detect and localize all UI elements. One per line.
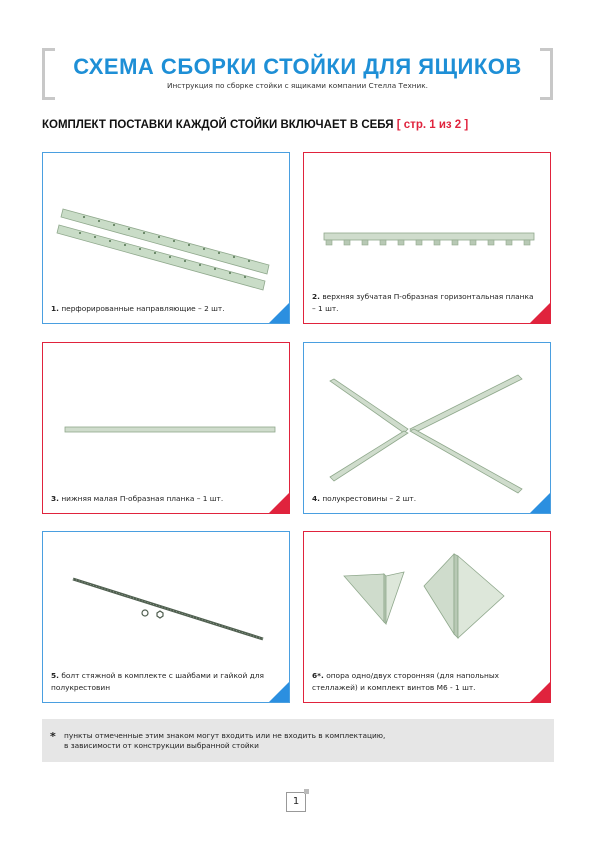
footnote-box: [42, 719, 554, 762]
item-text: опора одно/двух сторонняя (для напольных стеллажей) и комплект винтов М6 - 1 шт.: [312, 671, 500, 692]
corner-triangle-blue: [269, 303, 289, 323]
corner-triangle-red: [530, 682, 550, 702]
item-number: 1.: [51, 304, 59, 313]
item-number: 6*.: [312, 671, 324, 680]
section-title: КОМПЛЕКТ ПОСТАВКИ КАЖДОЙ СТОЙКИ ВКЛЮЧАЕТ В СЕБЯ: [42, 119, 394, 131]
item-text: верхняя зубчатая П-образная горизонтальная планка – 1 шт.: [312, 292, 534, 313]
item-caption-6: [312, 670, 537, 694]
asterisk-icon: *: [50, 730, 56, 743]
item-card-4: [303, 342, 551, 514]
half-crosses-image: [304, 343, 551, 514]
item-caption-1: [51, 303, 276, 315]
item-text: полукрестовины – 2 шт.: [322, 494, 417, 503]
item-card-5: [42, 531, 290, 703]
corner-triangle-red: [530, 303, 550, 323]
item-card-2: [303, 152, 551, 324]
item-text: болт стяжной в комплекте с шайбами и гайкой для полукрестовин: [51, 671, 264, 692]
item-text: нижняя малая П-образная планка – 1 шт.: [61, 494, 224, 503]
item-number: 4.: [312, 494, 320, 503]
section-heading: [42, 119, 562, 131]
page-subtitle: Инструкция по сборке стойки с ящиками компании Стелла Техник.: [166, 81, 429, 90]
footnote-line-1: пункты отмеченные этим знаком могут входить или не входить в комплектацию,: [64, 731, 386, 740]
item-card-3: [42, 342, 290, 514]
item-number: 3.: [51, 494, 59, 503]
section-page-ref: [ стр. 1 из 2 ]: [396, 119, 469, 131]
page-number: [286, 792, 306, 812]
item-caption-3: [51, 493, 276, 505]
corner-triangle-blue: [530, 493, 550, 513]
perforated-rails-image: [43, 153, 290, 324]
item-caption-5: [51, 670, 276, 694]
item-number: 5.: [51, 671, 59, 680]
page-corner-mark: [304, 789, 309, 794]
item-card-1: [42, 152, 290, 324]
item-caption-2: [312, 291, 537, 315]
footnote-text: [64, 731, 385, 751]
item-caption-4: [312, 493, 537, 505]
item-text: перфорированные направляющие – 2 шт.: [61, 304, 225, 313]
corner-triangle-red: [269, 493, 289, 513]
page-number-value: 1: [292, 796, 300, 807]
page-title: СХЕМА СБОРКИ СТОЙКИ ДЛЯ ЯЩИКОВ: [73, 54, 522, 79]
item-card-6: [303, 531, 551, 703]
footnote-line-2: в зависимости от конструкции выбранной стойки: [64, 741, 259, 750]
bottom-small-bar-image: [43, 343, 290, 514]
item-number: 2.: [312, 292, 320, 301]
corner-triangle-blue: [269, 682, 289, 702]
